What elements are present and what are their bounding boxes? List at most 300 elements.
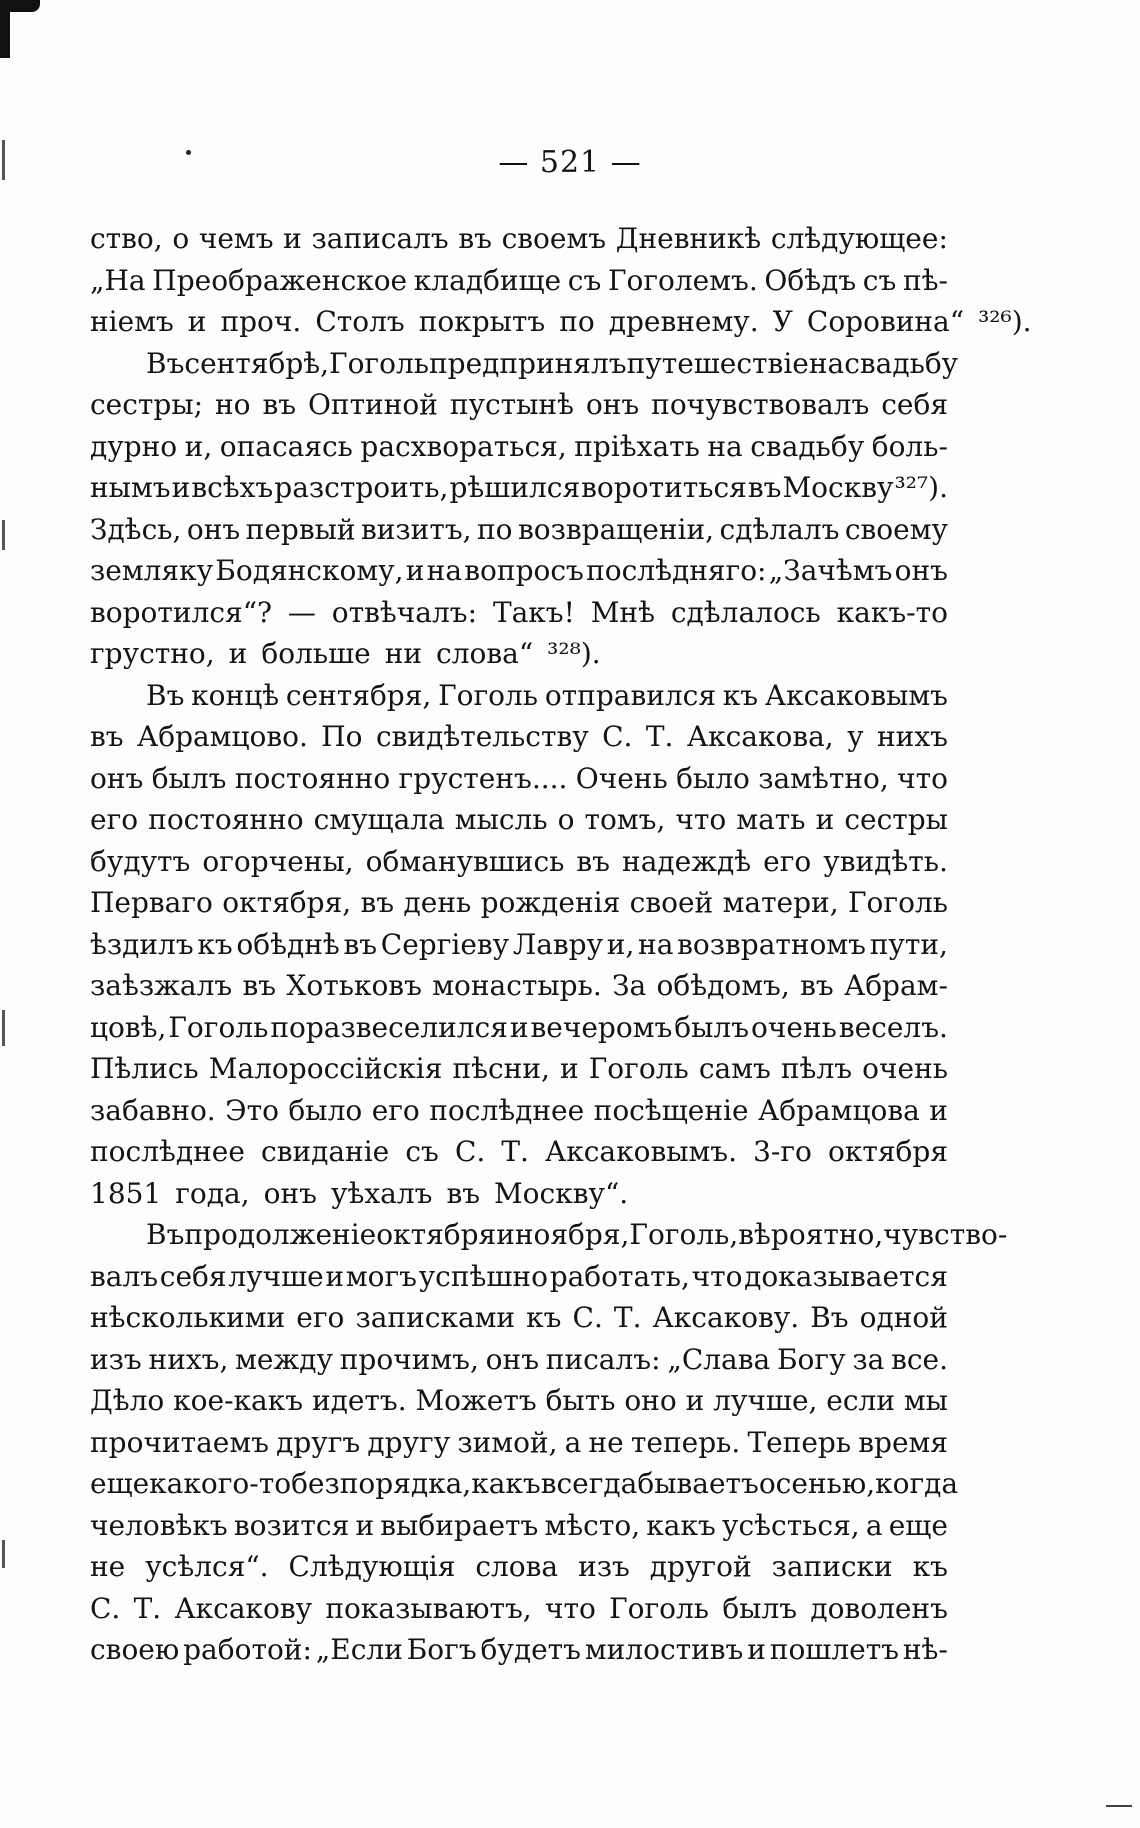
word: свадьбу xyxy=(844,346,959,380)
word: года, xyxy=(175,1176,250,1210)
scan-edge-mark xyxy=(2,1540,5,1568)
word: онъ xyxy=(485,1342,540,1376)
word: Гоголь xyxy=(609,1591,710,1625)
word: веселъ. xyxy=(838,1010,948,1044)
word: Гоголь, xyxy=(629,1218,739,1251)
word: Аксакову xyxy=(174,1591,313,1625)
word: цовѣ, xyxy=(90,1010,167,1044)
word: теперь. xyxy=(630,1425,741,1459)
word: что xyxy=(897,761,948,795)
word: Столъ xyxy=(315,305,405,338)
word: За xyxy=(612,969,647,1002)
word: Т. xyxy=(613,1301,642,1334)
word: и xyxy=(283,222,302,255)
word: къ xyxy=(526,1301,562,1334)
word: ни xyxy=(384,637,423,670)
word: постоянно xyxy=(148,803,304,836)
word: въ xyxy=(90,720,124,753)
word: свидѣтельству xyxy=(375,720,589,753)
word: его xyxy=(371,1093,420,1127)
word: Москву“. xyxy=(494,1176,629,1210)
word: будутъ xyxy=(90,844,191,878)
word: прочимъ, xyxy=(339,1342,479,1376)
word: заѣзжалъ xyxy=(90,969,233,1002)
word: Абрам- xyxy=(843,969,948,1002)
word: было xyxy=(676,761,750,795)
word: нихъ, xyxy=(148,1342,229,1376)
word: Перваго xyxy=(90,886,213,919)
word: о xyxy=(557,803,575,836)
word: сентябрѣ, xyxy=(184,346,330,380)
word: „Если xyxy=(315,1633,403,1666)
word: и xyxy=(171,471,191,504)
word: но xyxy=(215,388,251,421)
word: еще xyxy=(888,1508,948,1542)
word: другъ xyxy=(276,1425,361,1459)
word: Пѣлись xyxy=(90,1052,199,1085)
word: своей xyxy=(629,886,714,919)
word: Гоголь xyxy=(588,1052,689,1085)
word: въ xyxy=(360,886,395,919)
word: и, xyxy=(606,927,635,961)
word: былъ xyxy=(674,1010,750,1044)
word: сдѣлалъ xyxy=(719,512,840,546)
word: къ xyxy=(912,1550,948,1583)
text-line xyxy=(90,1422,948,1464)
word: сестры xyxy=(844,803,948,836)
word: земляку xyxy=(90,554,214,587)
word: какъ-то xyxy=(836,595,948,629)
word: Дѣло xyxy=(90,1384,165,1417)
word: безпорядка, xyxy=(291,1467,472,1500)
word: своему xyxy=(844,512,948,546)
word: онъ xyxy=(585,388,640,421)
text-line xyxy=(90,1629,948,1671)
word: ство, xyxy=(90,222,163,255)
word: обѣдомъ, xyxy=(656,969,790,1002)
word: „На xyxy=(90,263,146,297)
word: Богу xyxy=(776,1342,846,1376)
word: и xyxy=(685,1384,705,1417)
word: рѣшился xyxy=(449,471,581,504)
word: дурно xyxy=(90,429,178,463)
word: забавно. xyxy=(90,1093,216,1127)
word: мы xyxy=(903,1384,948,1417)
word: возвращеніи, xyxy=(518,512,715,546)
word: Т. xyxy=(501,1135,529,1168)
word: по xyxy=(559,305,595,338)
word: „Слава xyxy=(667,1342,771,1376)
word: грустенъ.... xyxy=(398,761,568,795)
word: о xyxy=(172,222,190,255)
word: С. xyxy=(572,1301,603,1334)
word: и, xyxy=(184,429,213,463)
text-line xyxy=(90,1173,948,1215)
word: лучше xyxy=(228,1259,324,1293)
word: пріѣхать xyxy=(574,429,700,463)
word: онъ xyxy=(186,512,241,546)
word: человѣкъ xyxy=(90,1508,228,1542)
word: что xyxy=(675,803,727,836)
word: и xyxy=(560,1052,579,1085)
word: нымъ xyxy=(90,471,171,504)
word: все. xyxy=(891,1342,948,1376)
word: сдѣлалось xyxy=(670,595,821,629)
text-line xyxy=(90,758,948,800)
word: мысль xyxy=(454,803,548,836)
text-line xyxy=(90,1048,948,1090)
word: въ xyxy=(446,1176,481,1210)
word: древнему. xyxy=(608,305,759,338)
word: прочитаемъ xyxy=(90,1425,269,1459)
word: Въ xyxy=(810,1301,849,1334)
word: пѣ- xyxy=(902,263,948,297)
word: осенью, xyxy=(758,1467,876,1500)
word: мѣсто, xyxy=(544,1508,641,1542)
scan-dash xyxy=(1106,1805,1132,1807)
word: бываетъ xyxy=(637,1467,759,1500)
word: С. xyxy=(602,720,633,753)
word: Абрамцово. xyxy=(137,720,308,753)
word: Гоголь xyxy=(438,678,539,712)
text-line xyxy=(90,301,1032,343)
word: пѣсни, xyxy=(452,1052,550,1085)
word: надеждѣ xyxy=(622,844,752,878)
word: себя xyxy=(159,1259,227,1293)
word: по xyxy=(477,512,513,546)
word: своею xyxy=(90,1633,180,1666)
scan-edge-mark xyxy=(2,1010,5,1046)
word: его xyxy=(90,803,139,836)
word: записками xyxy=(355,1301,516,1334)
word: какъ xyxy=(471,1467,541,1500)
text-line xyxy=(90,1588,948,1630)
word: пошлетъ xyxy=(769,1633,899,1666)
word: уѣхалъ xyxy=(330,1176,433,1210)
word: Соровина“ xyxy=(806,305,965,338)
word: свадьбу xyxy=(750,429,865,463)
word: доказывается xyxy=(744,1259,948,1293)
word: и xyxy=(815,803,835,836)
word: вѣроятно, xyxy=(738,1218,884,1251)
word: Малороссійскія xyxy=(208,1052,443,1085)
word: будетъ xyxy=(480,1633,581,1666)
word: слова“ xyxy=(436,637,534,670)
text-line xyxy=(90,965,948,1007)
word: въ xyxy=(262,388,297,421)
word: зимой, xyxy=(457,1425,558,1459)
word: время xyxy=(858,1425,948,1459)
word: оно xyxy=(624,1384,677,1417)
word: въ xyxy=(747,471,782,504)
text-line xyxy=(90,426,948,468)
word: въ xyxy=(242,969,277,1002)
word: Очень xyxy=(575,761,668,795)
word: и xyxy=(187,305,207,338)
word: обѣднѣ xyxy=(236,927,340,961)
word: Въ xyxy=(146,1218,185,1251)
word: Теперь xyxy=(747,1425,852,1459)
word: поразвеселился xyxy=(270,1010,508,1044)
word: всегда xyxy=(540,1467,638,1500)
word: С. xyxy=(454,1135,486,1168)
text-line xyxy=(90,716,948,758)
page-number: — 521 — xyxy=(498,145,642,180)
scan-edge-mark xyxy=(2,520,5,550)
word: послѣднее xyxy=(90,1135,245,1168)
word: онъ xyxy=(263,1176,317,1210)
word: былъ xyxy=(151,761,227,795)
word: съ xyxy=(862,263,897,297)
word: въ xyxy=(576,844,610,878)
word: за xyxy=(852,1342,885,1376)
word: другой xyxy=(649,1550,752,1583)
word: Москву xyxy=(782,471,894,504)
word: Здѣсь, xyxy=(90,512,182,546)
word: и xyxy=(509,1010,529,1044)
word: Слѣдующія xyxy=(288,1550,456,1583)
word: идетъ. xyxy=(311,1384,407,1417)
word: послѣднее xyxy=(429,1093,585,1127)
word: слѣдующее: xyxy=(770,222,948,255)
word: самъ xyxy=(698,1052,771,1085)
word: онъ xyxy=(90,761,144,795)
word: огорчены, xyxy=(202,844,354,878)
word: послѣдняго: xyxy=(586,554,767,587)
word: своемъ xyxy=(501,222,607,255)
word: а xyxy=(564,1425,582,1459)
word: ³²⁷). xyxy=(894,471,948,504)
word: Т. xyxy=(133,1591,162,1625)
word: на xyxy=(426,554,463,587)
text-line xyxy=(90,633,948,675)
word: почувствовалъ xyxy=(651,388,870,421)
word: очень xyxy=(862,1052,948,1085)
word: работать, xyxy=(549,1259,690,1293)
word: къ xyxy=(197,927,233,961)
word: себя xyxy=(881,388,948,421)
word: записалъ xyxy=(311,222,449,255)
word: какого-то xyxy=(149,1467,292,1500)
text-line xyxy=(90,1256,948,1298)
word: могъ xyxy=(345,1259,417,1293)
text-line xyxy=(90,1214,1008,1256)
word: Лавру xyxy=(512,927,604,961)
word: матери, xyxy=(722,886,839,919)
word: и xyxy=(747,1633,766,1666)
word: Аксаковымъ xyxy=(764,678,948,712)
word: Гоголь xyxy=(329,346,429,380)
word: на xyxy=(707,429,743,463)
word: писалъ: xyxy=(545,1342,661,1376)
word: вечеромъ xyxy=(530,1010,673,1044)
word: между xyxy=(235,1342,333,1376)
word: Оптиной xyxy=(307,388,438,421)
word: одной xyxy=(859,1301,948,1334)
word: и xyxy=(929,1093,948,1127)
word: Бодянскому, xyxy=(215,554,404,587)
word: По xyxy=(321,720,363,753)
text-line xyxy=(90,384,948,426)
word: Хотьковъ xyxy=(286,969,422,1002)
word: вопросъ xyxy=(464,554,584,587)
word: показываютъ, xyxy=(325,1591,532,1625)
word: ³²⁸). xyxy=(547,637,601,670)
word: Это xyxy=(225,1093,279,1127)
word: Т. xyxy=(645,720,674,753)
word: какъ xyxy=(646,1508,716,1542)
word: Преображенское xyxy=(152,263,408,297)
word: обманувшись xyxy=(365,844,565,878)
word: Мнѣ xyxy=(590,595,655,629)
word: больше xyxy=(261,637,371,670)
word: разстроить, xyxy=(274,471,449,504)
word: Обѣдъ xyxy=(764,263,857,297)
text-line xyxy=(90,1339,948,1381)
word: если xyxy=(826,1384,895,1417)
word: изъ xyxy=(90,1342,142,1376)
word: С. xyxy=(90,1591,121,1625)
word: не xyxy=(588,1425,624,1459)
word: не xyxy=(90,1550,126,1583)
text-line xyxy=(90,218,948,260)
word: что xyxy=(544,1591,596,1625)
word: предпринялъ xyxy=(429,346,627,380)
word: Богъ xyxy=(406,1633,477,1666)
word: валъ xyxy=(90,1259,159,1293)
word: въ xyxy=(458,222,492,255)
word: усѣлся“. xyxy=(145,1550,269,1583)
word: Гоголемъ. xyxy=(607,263,758,297)
word: въ xyxy=(343,927,378,961)
word: въ xyxy=(800,969,834,1002)
word: его xyxy=(296,1301,345,1334)
word: ніемъ xyxy=(90,305,174,338)
word: посѣщеніе xyxy=(593,1093,749,1127)
word: пустынѣ xyxy=(449,388,574,421)
text-line xyxy=(90,1463,959,1505)
word: свиданіе xyxy=(261,1135,390,1168)
word: и xyxy=(325,1259,345,1293)
word: Аксакову. xyxy=(652,1301,800,1334)
word: У xyxy=(772,305,793,338)
word: былъ xyxy=(722,1591,798,1625)
text-line xyxy=(90,343,959,385)
word: отправился xyxy=(544,678,717,712)
word: Въ xyxy=(146,678,185,712)
word: онъ xyxy=(894,554,948,587)
word: кое-какъ xyxy=(173,1384,304,1417)
word: очень xyxy=(751,1010,837,1044)
word: сентября, xyxy=(285,678,432,712)
text-line xyxy=(90,509,948,551)
word: у xyxy=(847,720,864,753)
text-line xyxy=(90,841,948,883)
word: октября, xyxy=(222,886,352,919)
word: Аксаковымъ. xyxy=(545,1135,738,1168)
word: сестры; xyxy=(90,388,204,421)
word: ³²⁶). xyxy=(978,305,1032,338)
word: путешествіе xyxy=(626,346,809,380)
scan-corner-stroke xyxy=(0,0,10,58)
text-line xyxy=(90,924,948,966)
word: Сергіеву xyxy=(380,927,510,961)
word: Такъ! xyxy=(492,595,575,629)
word: доволенъ xyxy=(810,1591,948,1625)
text-line xyxy=(90,1546,948,1588)
word: быть xyxy=(545,1384,616,1417)
word: выбираетъ xyxy=(380,1508,539,1542)
text-line xyxy=(90,882,948,924)
word: Аксакова, xyxy=(686,720,834,753)
word: увидѣть. xyxy=(823,844,948,878)
word: всѣхъ xyxy=(191,471,274,504)
word: — xyxy=(287,595,316,629)
word: съ xyxy=(405,1135,439,1168)
word: и xyxy=(496,1218,515,1251)
word: пути, xyxy=(869,927,948,961)
word: грустно, xyxy=(90,637,215,670)
word: „Зачѣмъ xyxy=(768,554,893,587)
word: Гоголь xyxy=(848,886,948,919)
text-line xyxy=(90,592,948,634)
word: записки xyxy=(771,1550,893,1583)
word: на xyxy=(638,927,674,961)
word: воротился“? xyxy=(90,595,273,629)
word: слова xyxy=(475,1550,559,1583)
word: чемъ xyxy=(198,222,274,255)
word: еще xyxy=(90,1467,150,1500)
word: томъ, xyxy=(584,803,666,836)
word: смущала xyxy=(313,803,445,836)
word: Абрамцова xyxy=(758,1093,920,1127)
word: на xyxy=(808,346,845,380)
word: работой: xyxy=(183,1633,312,1666)
word: а xyxy=(865,1508,883,1542)
word: Въ xyxy=(146,346,185,380)
word: когда xyxy=(875,1467,959,1500)
word: нѣсколькими xyxy=(90,1301,286,1334)
word: визитъ, xyxy=(360,512,472,546)
word: пѣлъ xyxy=(780,1052,853,1085)
word: Дневникѣ xyxy=(615,222,762,255)
word: монастырь. xyxy=(432,969,602,1002)
word: Гоголь xyxy=(168,1010,269,1044)
word: концѣ xyxy=(191,678,280,712)
word: нѣ- xyxy=(902,1633,948,1666)
word: рожденія xyxy=(480,886,621,919)
word: съ xyxy=(567,263,602,297)
word: нихъ xyxy=(877,720,948,753)
text-line xyxy=(90,1297,948,1339)
text-line xyxy=(90,675,948,717)
text-line xyxy=(90,799,948,841)
word: кладбище xyxy=(413,263,562,297)
word: 1851 xyxy=(90,1176,162,1210)
word: замѣтно, xyxy=(758,761,889,795)
word: и xyxy=(228,637,248,670)
text-line xyxy=(90,260,948,302)
word: и xyxy=(405,554,425,587)
word: было xyxy=(288,1093,363,1127)
word: покрытъ xyxy=(418,305,546,338)
word: возится xyxy=(233,1508,350,1542)
body-text xyxy=(90,218,1032,1671)
word: милостивъ xyxy=(584,1633,744,1666)
text-line xyxy=(90,1505,948,1547)
word: лучше, xyxy=(713,1384,818,1417)
word: мать xyxy=(736,803,806,836)
